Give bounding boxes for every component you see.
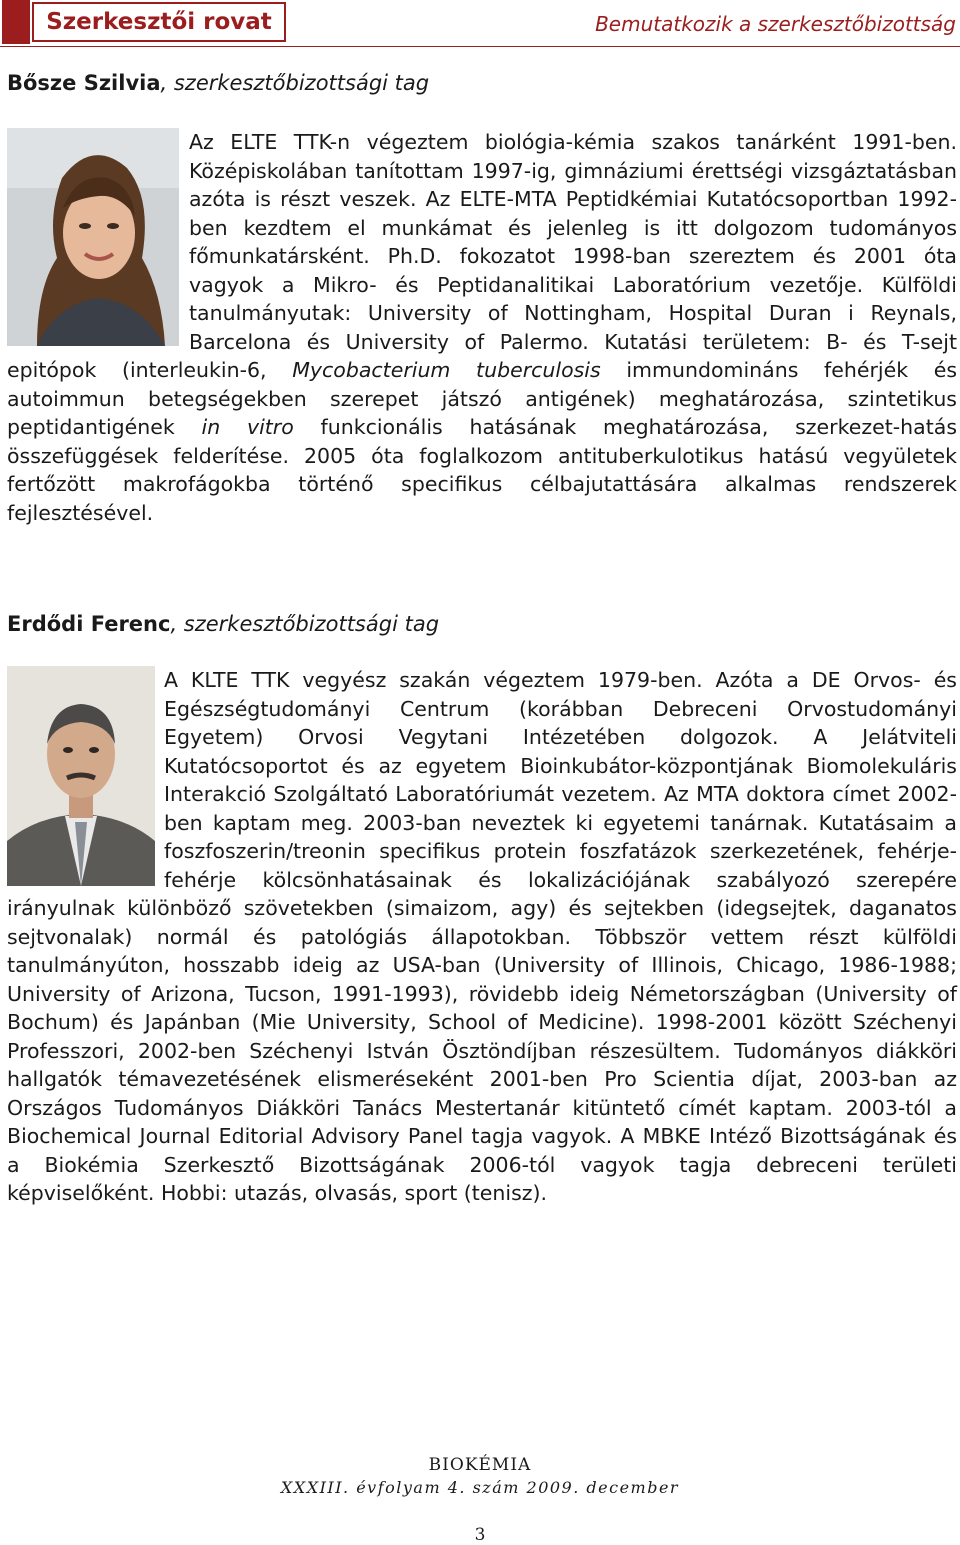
page-header: [0, 0, 960, 50]
profile-role: , szerkesztőbizottsági tag: [160, 71, 430, 95]
profile-bio-bosze: [7, 128, 957, 527]
header-right-title: Bemutatkozik a szerkesztőbizottság: [595, 12, 956, 36]
profile-name: Bősze Szilvia: [7, 71, 161, 95]
profile-bio-erdodi: [7, 666, 957, 1208]
header-divider: [0, 46, 960, 47]
profile-heading-erdodi: [7, 612, 439, 636]
portrait-photo-erdodi: [7, 666, 164, 888]
footer-journal: BIOKÉMIA: [428, 1455, 532, 1475]
profile-role: , szerkesztőbizottsági tag: [170, 612, 440, 636]
bio-text: Az ELTE TTK-n végeztem biológia-kémia szakos tanárként 1991-ben. Középiskolában tanítottam 1997-ig, gimnáziumi érettségi vizsgáztatásban azóta is részt veszek. Az ELTE-MTA Peptidkémiai Kutatócsoportban 1992-ben kezdtem el munkámat és jelenleg is itt dolgozom tudományos főmunkatársként. Ph.D. fokozatot 1998-ban szereztem és 2001 óta vagyok a Mikro- és Peptidanalitikai Laboratórium vezetője. Külföldi tanulmányutak: University of Nottingham, Hospital Duran i Reynals, Barcelona és University of Palermo. Kutatási területem: B- és T-sejt epitópok (interleukin-6, Mycobacterium tuberculosis immundomináns fehérjék és autoimmun betegségekben szerepet játszó antigének) meghatározása, szintetikus peptidantigének in vitro funkcionális hatásának meghatározása, szerkezet-hatás összefüggések felderítése. 2005 óta foglalkozom antituberkulotikus hatású vegyületek fertőzött makrofágokba történő specifikus célbajutattására alkalmas rendszerek fejlesztésével.: [7, 130, 957, 525]
section-title: Szerkesztői rovat: [32, 2, 286, 42]
bio-text: A KLTE TTK vegyész szakán végeztem 1979-ben. Azóta a DE Orvos- és Egészségtudományi Centrum (korábban Debreceni Orvostudományi Egyetem) Orvosi Vegytani Intézetében dolgozok. A Jelátviteli Kutatócsoportot és az egyetem Bioinkubátor-központjának Biomolekuláris Interakció Szolgáltató Laboratóriumát vezetem. Az MTA doktora címet 2002-ben kaptam meg. 2003-ban neveztek ki egyetemi tanárnak. Kutatásaim a foszfoszerin/treonin specifikus protein foszfatázok szerkezetének, fehérje-fehérje kölcsönhatásainak és lokalizációjának szabályozó szerepére irányulnak különböző szövetekben (simaizom, agy) és sejtekben (idegsejtek, daganatos sejtvonalak) normál és patológiás állapotokban. Többször vettem részt külföldi tanulmányúton, hosszabb ideig az USA-ban (University of Illinois, Chicago, 1986-1988; University of Arizona, Tucson, 1991-1993), rövidebb ideig Németországban (University of Bochum) és Japánban (Mie University, School of Medicine). 1998-2001 között Széchenyi Professzori, 2002-ben Széchenyi István Ösztöndíjban részesültem. Tudományos diákköri hallgatók témavezetésének elismeréseként 2001-ben Pro Scientia díjat, 2003-ban az Országos Tudományos Diákköri Tanács Mestertanár kitüntető címét kaptam. 2003-tól a Biochemical Journal Editorial Advisory Panel tagja vagyok. A MBKE Intéző Bizottságának és a Biokémia Szerkesztő Bizottságának 2006-tól vagyok tagja debreceni területi képviselőként. Hobbi: utazás, olvasás, sport (tenisz).: [7, 668, 957, 1205]
footer-issue: XXXIII. évfolyam 4. szám 2009. december: [280, 1478, 680, 1497]
profile-heading-bosze: [7, 71, 429, 95]
portrait-photo-bosze: [7, 128, 189, 349]
profile-name: Erdődi Ferenc: [7, 612, 171, 636]
page-number: 3: [474, 1525, 486, 1545]
